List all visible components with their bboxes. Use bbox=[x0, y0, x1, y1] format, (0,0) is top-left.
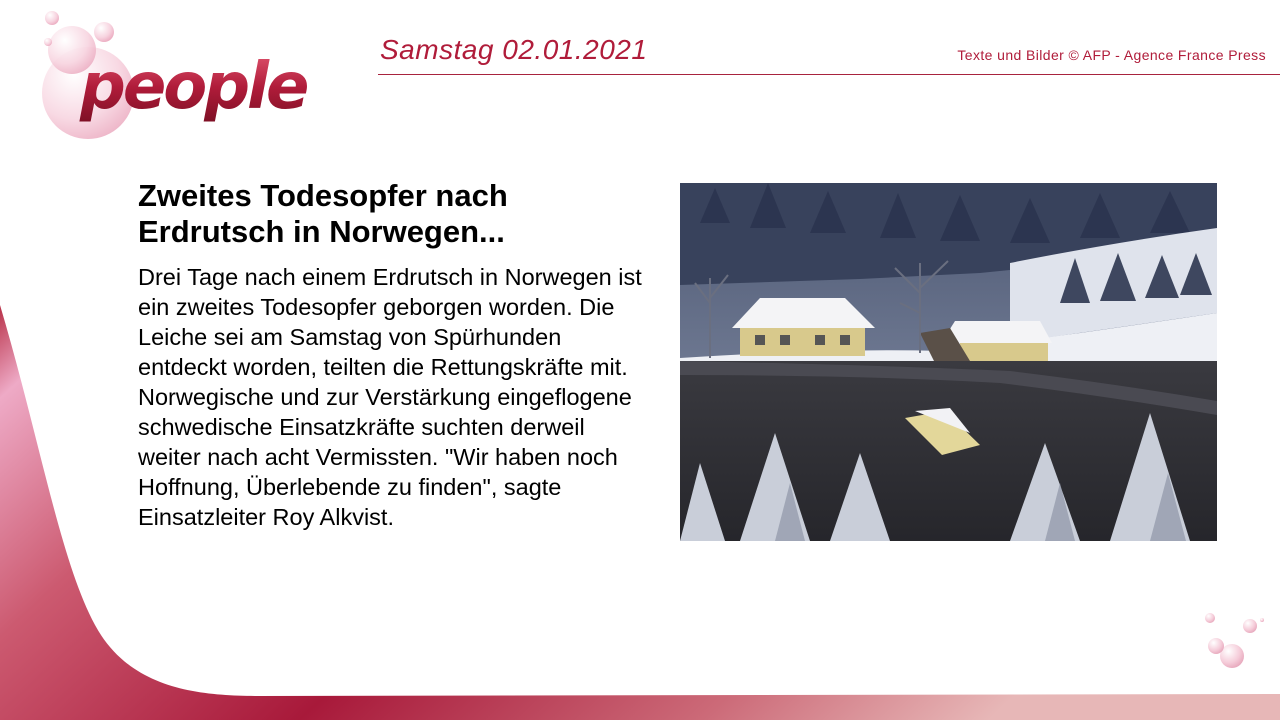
article-body: Drei Tage nach einem Erdrutsch in Norwegen ist ein zweites Todesopfer geborgen worden. Die Leiche sei am Samstag von Spürhunden entdeckt worden, teilten die Rettungskräfte mit. Norwegische und zur Verstärkung eingeflogene schwedische Einsatzkräfte suchten derweil weiter nach acht Vermissten. "Wir haben noch Hoffnung, Überlebende zu finden", sagte Einsatzleiter Roy Alkvist. bbox=[138, 264, 642, 530]
article-photo bbox=[680, 183, 1217, 541]
people-logo bbox=[28, 8, 308, 148]
header-divider bbox=[378, 74, 1280, 75]
copyright-credit: Texte und Bilder © AFP - Agence France Press bbox=[957, 47, 1266, 63]
logo-wordmark: people bbox=[80, 50, 307, 124]
article-title: Zweites Todesopfer nach Erdrutsch in Norwegen... bbox=[138, 178, 508, 249]
decorative-bubbles bbox=[1196, 606, 1272, 682]
header-date: Samstag 02.01.2021 bbox=[380, 34, 648, 65]
